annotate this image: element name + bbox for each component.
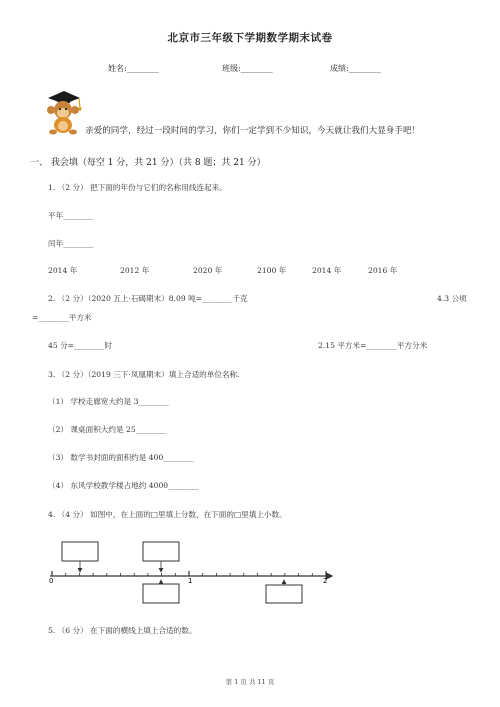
- question-1-stem: 1. （2 分） 把下面的年份与它们的名称用线连起来。: [48, 183, 227, 192]
- q1-year: 2012 年: [120, 266, 150, 275]
- q3-item: （4） 东风学校教学楼占地约 4000________: [48, 481, 199, 490]
- q3-item: （2） 课桌面积大约是 25________: [48, 425, 167, 434]
- question-3-stem: 3. （2 分）（2019 三下·凤凰期末）填上合适的单位名称.: [48, 370, 240, 379]
- q2-minutes: 45 分=________时: [48, 341, 113, 350]
- q2-hectare: 4.3 公顷: [437, 294, 467, 303]
- number-line-diagram: [44, 536, 344, 606]
- class-field: 班级:________: [222, 64, 273, 73]
- question-4-stem: 4. （4 分） 如图中，在上面的□里填上分数，在下面的□里填上小数。: [48, 510, 287, 519]
- tick-label: 2: [323, 577, 328, 585]
- decimal-box: [266, 585, 302, 603]
- q3-item: （1） 学校走廊宽大约是 3________: [48, 397, 169, 406]
- q1-runnian: 闰年________: [48, 239, 94, 248]
- fraction-box: [62, 542, 98, 561]
- monkey-mascot-icon: [40, 88, 84, 136]
- tick-label: 1: [188, 577, 193, 585]
- q1-year: 2020 年: [193, 266, 223, 275]
- q1-pingnian: 平年________: [48, 211, 94, 220]
- q1-year: 2100 年: [257, 266, 287, 275]
- page-title: 北京市三年级下学期数学期末试卷: [167, 32, 333, 44]
- name-field: 姓名:________: [108, 64, 159, 73]
- q3-item: （3） 数学书封面的面积约是 400________: [48, 453, 194, 462]
- score-field: 成绩:________: [330, 64, 381, 73]
- greeting-text: 亲爱的同学，经过一段时间的学习，你们一定学到不少知识，今天就让我们大显身手吧！: [85, 126, 421, 136]
- q1-year: 2014 年: [312, 266, 342, 275]
- tick-label: 0: [49, 577, 54, 585]
- page-footer: 第 1 页 共 11 页: [225, 678, 275, 686]
- section-heading: 一、 我会填（每空 1 分，共 21 分）（共 8 题；共 21 分）: [30, 158, 266, 168]
- q1-year: 2014 年: [48, 266, 78, 275]
- q2-square-meter: =________平方米: [32, 313, 92, 322]
- q2-square-decimeter: 2.15 平方米=________平方分米: [318, 341, 428, 350]
- q1-year: 2016 年: [368, 266, 398, 275]
- decimal-box: [143, 584, 179, 603]
- fraction-box: [143, 542, 179, 561]
- question-5-stem: 5. （6 分） 在下面的横线上填上合适的数。: [48, 626, 197, 635]
- question-2-stem: 2. （2 分）（2020 五上·石碣期末）8.09 吨=________千克: [48, 294, 248, 303]
